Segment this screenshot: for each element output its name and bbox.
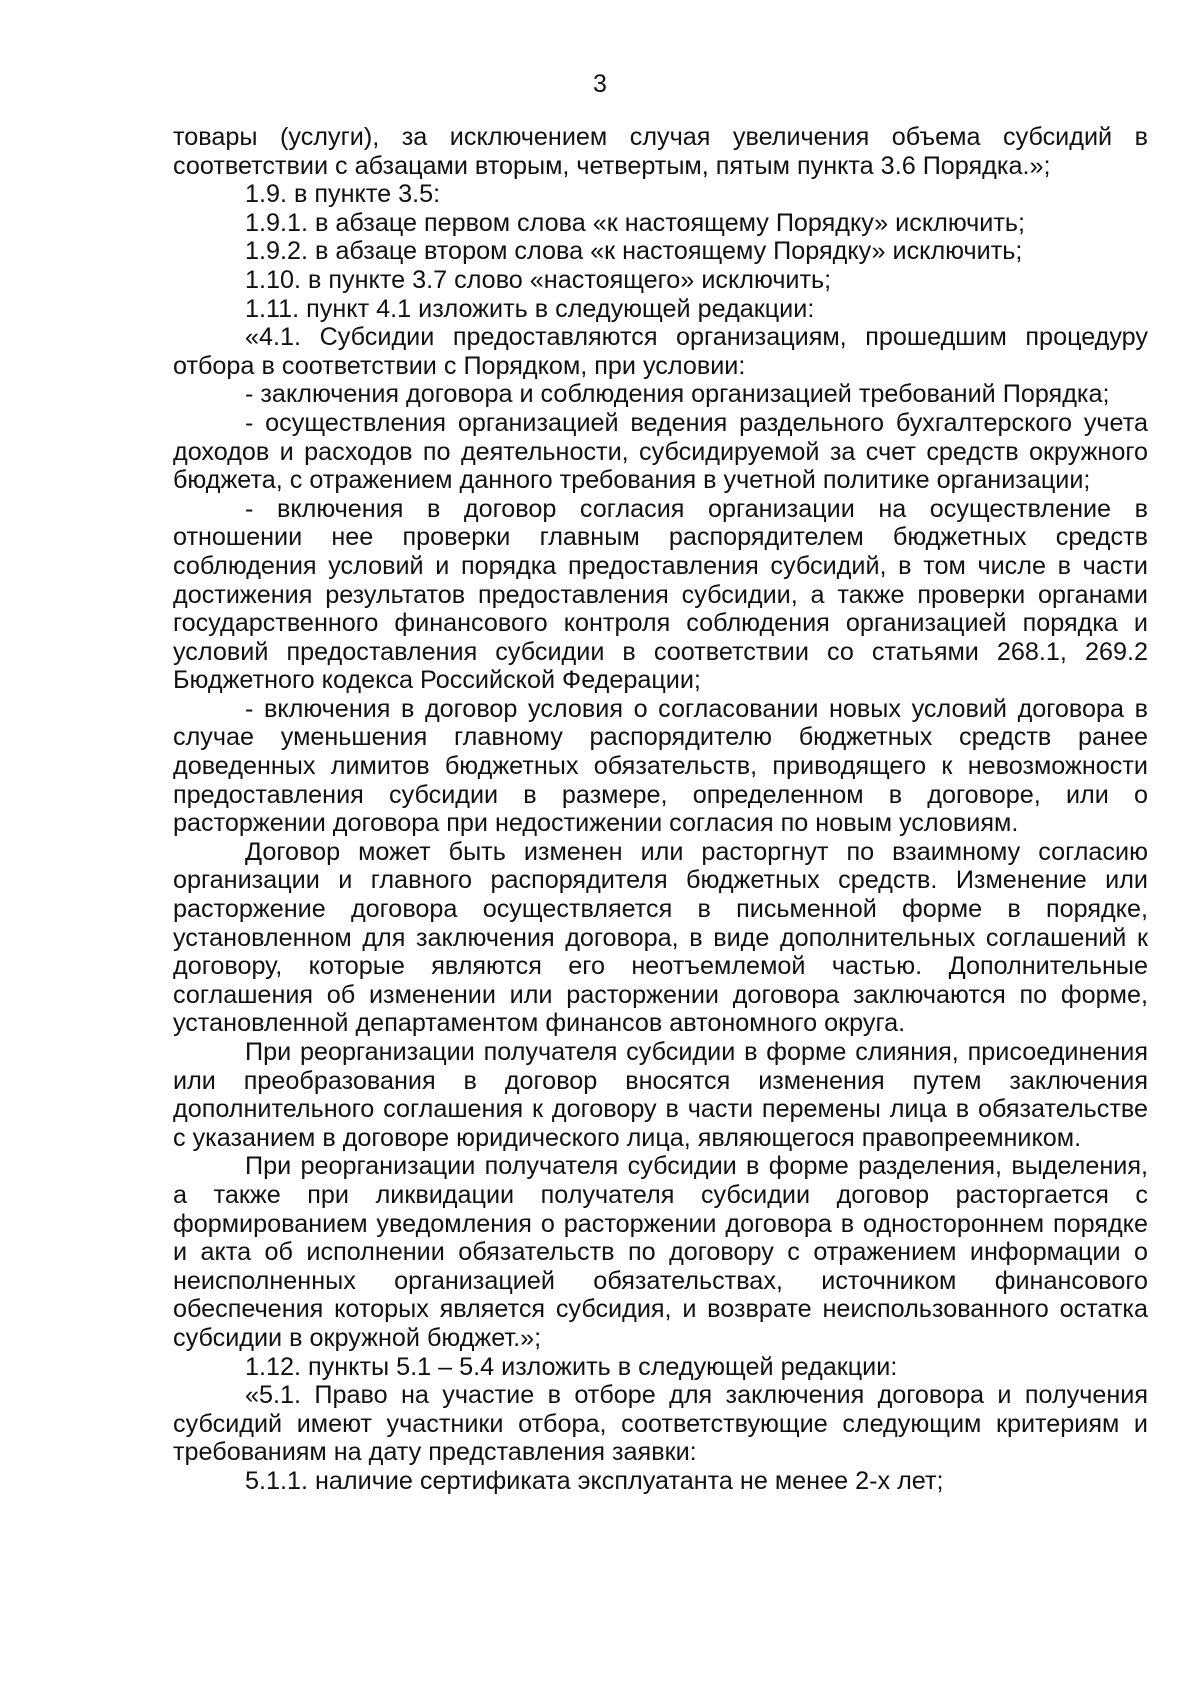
paragraph: - осуществления организацией ведения раздельного бухгалтерского учета доходов и расходов по деятельности, субсидируемой за счет средств окружного бюджета, с отражением данного требования в учетной политике организации; — [173, 408, 1148, 495]
paragraph: 1.9.1. в абзаце первом слова «к настоящему Порядку» исключить; — [245, 208, 1026, 237]
paragraph: 1.12. пункты 5.1 – 5.4 изложить в следующей редакции: — [245, 1352, 898, 1381]
paragraph: «4.1. Субсидии предоставляются организациям, прошедшим процедуру отбора в соответствии с Порядком, при условии: — [173, 323, 1148, 380]
paragraph: 1.10. в пункте 3.7 слово «настоящего» исключить; — [245, 265, 832, 294]
paragraph: - включения в договор условия о согласовании новых условий договора в случае уменьшения главному распорядителю бюджетных средств ранее доведенных лимитов бюджетных обязательств, приводящего к невозможности предоставления субсидии в размере, определенном в договоре, или о расторжении договора при недостижении согласия по новым условиям. — [173, 694, 1148, 838]
page-number: 3 — [593, 70, 607, 98]
paragraph: Договор может быть изменен или расторгнут по взаимному согласию организации и главного распорядителя бюджетных средств. Изменение или расторжение договора осуществляется в письменной форме в порядке, установленном для заключения договора, в виде дополнительных соглашений к договору, которые являются его неотъемлемой частью. Дополнительные соглашения об изменении или расторжении договора заключаются по форме, установленной департаментом финансов автономного округа. — [173, 837, 1148, 1038]
paragraph: - включения в договор согласия организации на осуществление в отношении нее проверки главным распорядителем бюджетных средств соблюдения условий и порядка предоставления субсидий, в том числе в части достижения результатов предоставления субсидии, а также проверки органами государственного финансового контроля соблюдения организацией порядка и условий предоставления субсидии в соответствии со статьями 268.1, 269.2 Бюджетного кодекса Российской Федерации; — [173, 494, 1148, 695]
paragraph: 1.9.2. в абзаце втором слова «к настоящему Порядку» исключить; — [245, 237, 1023, 266]
paragraph: - заключения договора и соблюдения организацией требований Порядка; — [245, 380, 1110, 409]
paragraph: 1.9. в пункте 3.5: — [245, 180, 441, 209]
paragraph: 1.11. пункт 4.1 изложить в следующей редакции: — [245, 294, 815, 323]
paragraph: «5.1. Право на участие в отборе для заключения договора и получения субсидий имеют участники отбора, соответствующие следующим критериям и требованиям на дату представления заявки: — [173, 1381, 1148, 1467]
paragraph: При реорганизации получателя субсидии в форме разделения, выделения, а также при ликвидации получателя субсидии договор расторгается с формированием уведомления о расторжении договора в одностороннем порядке и акта об исполнении обязательств по договору с отражением информации о неисполненных организацией обязательствах, источником финансового обеспечения которых является субсидия, и возврате неиспользованного остатка субсидии в окружной бюджет.»; — [173, 1152, 1148, 1352]
paragraph: товары (услуги), за исключением случая увеличения объема субсидий в соответствии с абзацами вторым, четвертым, пятым пункта 3.6 Порядка.»; — [173, 123, 1148, 180]
paragraph: При реорганизации получателя субсидии в форме слияния, присоединения или преобразования в договор вносятся изменения путем заключения дополнительного соглашения к договору в части перемены лица в обязательстве с указанием в договоре юридического лица, являющегося правопреемником. — [173, 1038, 1148, 1152]
paragraph: 5.1.1. наличие сертификата эксплуатанта не менее 2-х лет; — [245, 1466, 944, 1495]
document-body — [173, 123, 1148, 1496]
